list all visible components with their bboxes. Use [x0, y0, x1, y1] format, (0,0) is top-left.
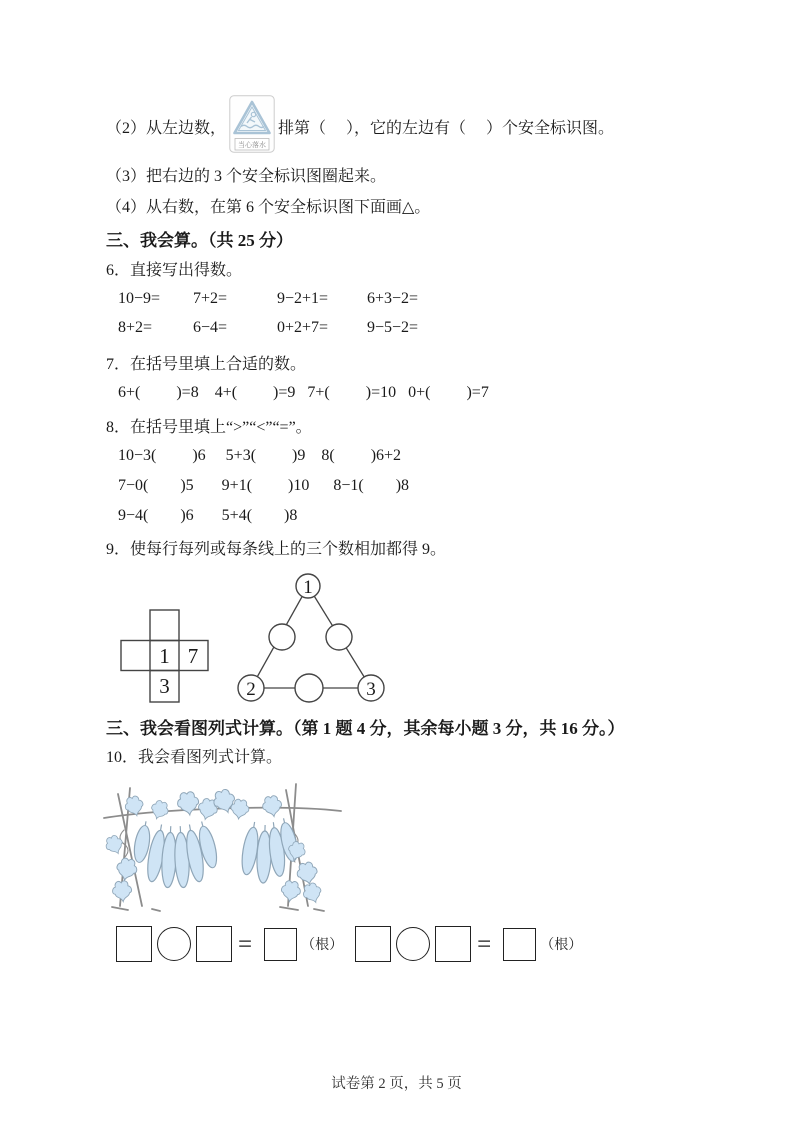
unit-label: （根）	[301, 938, 344, 953]
warning-sign-label: 当心落水	[238, 140, 267, 149]
trellis-illustration	[100, 778, 345, 923]
math-cell: 6−4=	[193, 319, 228, 336]
q8-row-2: 7−0( )5 9+1( )10 8−1( )8	[118, 477, 410, 494]
q9-label: 9．使每行每列或每条线上的三个数相加都得 9。	[106, 541, 447, 558]
section-title-picture-calc: 三、我会看图列式计算。（第 1 题 4 分，其余每小题 3 分，共 16 分。）	[106, 719, 625, 738]
answer-box[interactable]	[503, 928, 536, 961]
cross-bottom-number: 3	[159, 674, 170, 698]
operand-box[interactable]	[355, 926, 391, 962]
q6-label: 6．直接写出得数。	[106, 262, 243, 279]
equals-sign: =	[238, 930, 253, 958]
triangle-top-number: 1	[303, 577, 313, 598]
unit-label: （根）	[540, 938, 583, 953]
cross-center-number: 1	[159, 644, 170, 668]
part2-suffix: 排第（ ），它的左边有（ ）个安全标识图。	[278, 119, 615, 137]
operand-box[interactable]	[116, 926, 152, 962]
question-part-4: （4）从右数，在第 6 个安全标识图下面画△。	[106, 199, 431, 216]
math-cell: 8+2=	[118, 319, 153, 336]
section-title-calc: 三、我会算。（共 25 分）	[106, 231, 293, 250]
warning-sign-icon	[229, 95, 275, 158]
operand-box[interactable]	[196, 926, 232, 962]
triangle-right-number: 3	[366, 679, 376, 700]
q6-row-1	[118, 290, 418, 308]
q10-label: 10．我会看图列式计算。	[106, 749, 283, 766]
triangle-left-number: 2	[246, 679, 256, 700]
question-part-2	[106, 96, 614, 156]
cross-right-number: 7	[187, 644, 199, 668]
part2-prefix: （2）从左边数，	[106, 119, 227, 137]
math-cell: 0+2+7=	[277, 319, 329, 336]
equals-sign: =	[477, 930, 492, 958]
q6-row-2	[118, 319, 418, 337]
q8-row-3: 9−4( )6 5+4( )8	[118, 507, 298, 524]
q7-label: 7．在括号里填上合适的数。	[106, 356, 307, 373]
operator-circle[interactable]	[396, 927, 430, 961]
triangle-figure	[233, 568, 389, 709]
q7-row: 6+( )=8 4+( )=9 7+( )=10 0+( )=7	[118, 384, 489, 401]
math-cell: 6+3−2=	[367, 290, 419, 307]
answer-box[interactable]	[264, 928, 297, 961]
operand-box[interactable]	[435, 926, 471, 962]
math-cell: 9−5−2=	[367, 319, 419, 336]
cross-figure	[120, 609, 212, 709]
equation-row	[116, 926, 594, 962]
q8-label: 8．在括号里填上“>”“<”“=”。	[106, 419, 312, 436]
q8-row-1: 10−3( )6 5+3( )9 8( )6+2	[118, 447, 402, 464]
math-cell: 9−2+1=	[277, 290, 329, 307]
math-cell: 7+2=	[193, 290, 228, 307]
question-part-3: （3）把右边的 3 个安全标识图圈起来。	[106, 168, 387, 185]
math-cell: 10−9=	[118, 290, 161, 307]
operator-circle[interactable]	[157, 927, 191, 961]
page-footer: 试卷第 2 页，共 5 页	[331, 1076, 462, 1092]
left-pod-group	[132, 820, 220, 888]
